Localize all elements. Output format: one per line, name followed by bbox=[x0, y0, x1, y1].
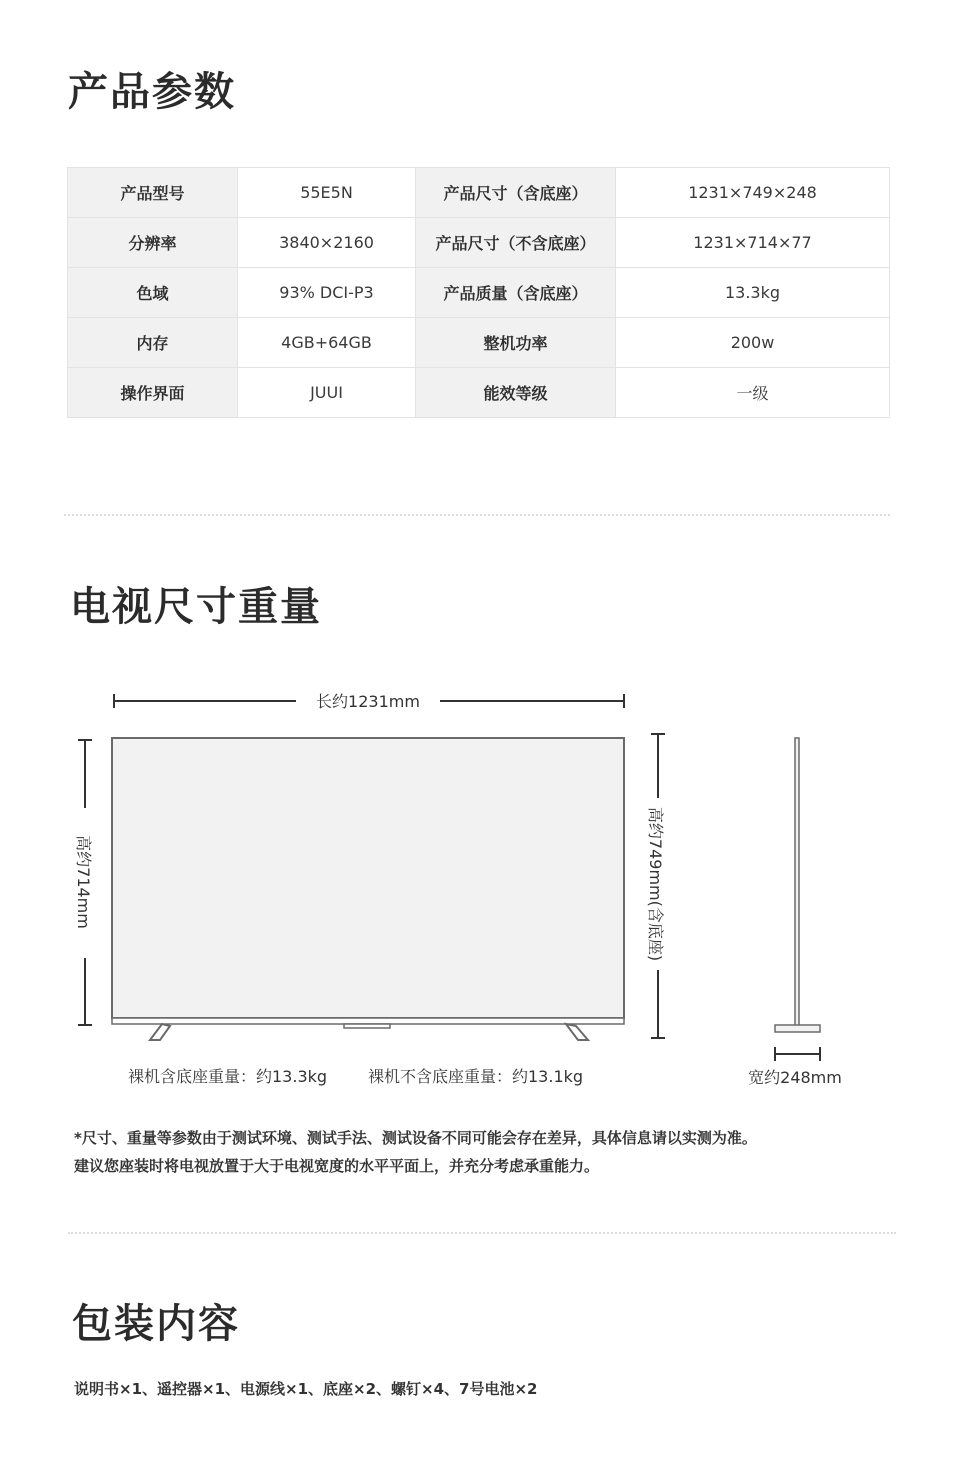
tv-center-logo-bar bbox=[344, 1024, 390, 1028]
spec-value: JUUI bbox=[238, 368, 416, 418]
tv-dimension-diagram bbox=[0, 670, 960, 1100]
note-line: *尺寸、重量等参数由于测试环境、测试手法、测试设备不同可能会存在差异，具体信息请以实测为准。 bbox=[74, 1129, 757, 1147]
tv-side-outline bbox=[795, 738, 799, 1026]
spec-table bbox=[67, 167, 890, 418]
spec-value: 一级 bbox=[616, 368, 890, 418]
table-row bbox=[68, 368, 890, 418]
section-title-package: 包装内容 bbox=[72, 1301, 240, 1347]
dimension-note bbox=[74, 1124, 914, 1180]
spec-value: 13.3kg bbox=[616, 268, 890, 318]
table-row bbox=[68, 318, 890, 368]
spec-value: 93% DCI-P3 bbox=[238, 268, 416, 318]
width-label: 宽约248mm bbox=[748, 1068, 842, 1087]
section-divider bbox=[64, 514, 890, 516]
table-row bbox=[68, 168, 890, 218]
spec-label: 产品型号 bbox=[68, 168, 238, 218]
spec-label: 产品质量（含底座） bbox=[416, 268, 616, 318]
tv-left-foot bbox=[150, 1024, 170, 1040]
height-label: 高约714mm bbox=[74, 835, 93, 929]
length-label: 长约1231mm bbox=[316, 692, 420, 711]
note-line: 建议您座装时将电视放置于大于电视宽度的水平平面上，并充分考虑承重能力。 bbox=[74, 1157, 600, 1175]
weight-with-stand: 裸机含底座重量：约13.3kg bbox=[128, 1067, 328, 1086]
table-row bbox=[68, 268, 890, 318]
height-with-stand-label: 高约749mm(含底座) bbox=[646, 806, 665, 962]
spec-value: 1231×749×248 bbox=[616, 168, 890, 218]
spec-label: 色域 bbox=[68, 268, 238, 318]
spec-label: 产品尺寸（含底座） bbox=[416, 168, 616, 218]
spec-label: 内存 bbox=[68, 318, 238, 368]
spec-label: 能效等级 bbox=[416, 368, 616, 418]
package-contents: 说明书×1、遥控器×1、电源线×1、底座×2、螺钉×4、7号电池×2 bbox=[74, 1380, 538, 1398]
tv-front-outline bbox=[112, 738, 624, 1018]
table-row bbox=[68, 218, 890, 268]
spec-value: 200w bbox=[616, 318, 890, 368]
spec-value: 4GB+64GB bbox=[238, 318, 416, 368]
spec-label: 整机功率 bbox=[416, 318, 616, 368]
weight-without-stand: 裸机不含底座重量：约13.1kg bbox=[368, 1067, 584, 1086]
spec-value: 55E5N bbox=[238, 168, 416, 218]
section-title-params: 产品参数 bbox=[68, 69, 236, 115]
spec-label: 操作界面 bbox=[68, 368, 238, 418]
spec-label: 产品尺寸（不含底座） bbox=[416, 218, 616, 268]
spec-value: 3840×2160 bbox=[238, 218, 416, 268]
tv-right-foot bbox=[566, 1024, 588, 1040]
section-divider bbox=[68, 1232, 896, 1234]
spec-value: 1231×714×77 bbox=[616, 218, 890, 268]
section-title-dimensions: 电视尺寸重量 bbox=[70, 584, 322, 630]
tv-bottom-bezel bbox=[112, 1018, 624, 1024]
tv-side-stand bbox=[775, 1025, 820, 1032]
spec-label: 分辨率 bbox=[68, 218, 238, 268]
